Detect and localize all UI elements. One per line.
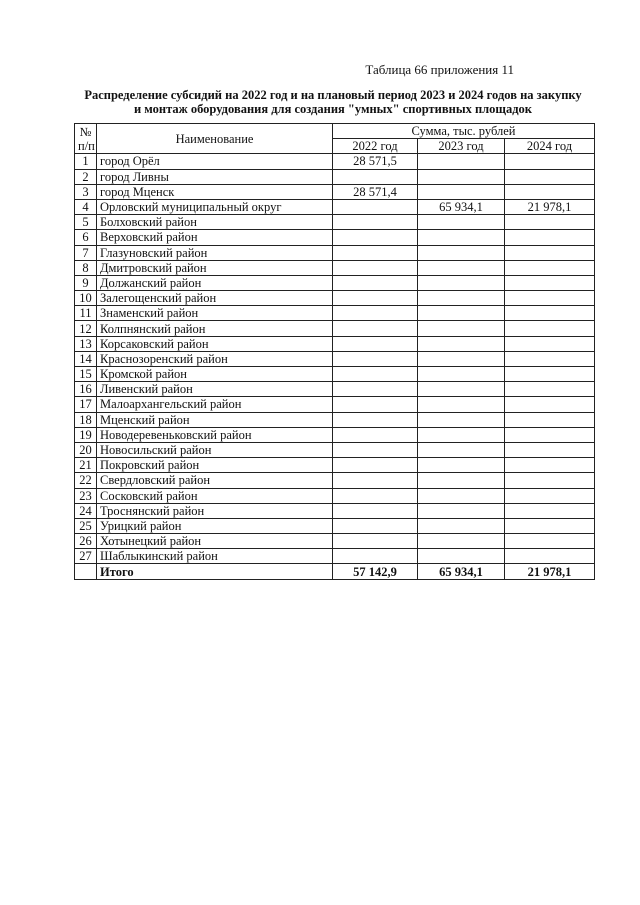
amount-2023 [418,488,505,503]
amount-2022 [333,306,418,321]
table-row [75,336,595,351]
amount-2022 [333,275,418,290]
amount-2023 [418,336,505,351]
header-year-2023: 2023 год [418,139,505,154]
amount-2024: 21 978,1 [505,199,595,214]
municipality-name: Хотынецкий район [97,534,333,549]
amount-2024 [505,230,595,245]
amount-2024 [505,503,595,518]
municipality-name: Залегощенский район [97,291,333,306]
amount-2022 [333,169,418,184]
row-number: 9 [75,275,97,290]
municipality-name: Орловский муниципальный округ [97,199,333,214]
amount-2024 [505,488,595,503]
amount-2024 [505,215,595,230]
municipality-name: Урицкий район [97,518,333,533]
amount-2023 [418,321,505,336]
table-row [75,321,595,336]
amount-2022 [333,215,418,230]
table-row [75,458,595,473]
municipality-name: город Ливны [97,169,333,184]
amount-2022 [333,336,418,351]
table-row [75,215,595,230]
amount-2023 [418,518,505,533]
municipality-name: Новодеревеньковский район [97,427,333,442]
amount-2023 [418,473,505,488]
municipality-name: Верховский район [97,230,333,245]
amount-2023 [418,397,505,412]
amount-2024 [505,321,595,336]
amount-2023 [418,230,505,245]
table-row [75,245,595,260]
row-number: 8 [75,260,97,275]
row-number: 16 [75,382,97,397]
amount-2023 [418,442,505,457]
total-2022: 57 142,9 [333,564,418,580]
amount-2023 [418,503,505,518]
table-row [75,184,595,199]
total-label: Итого [97,564,333,580]
table-row [75,442,595,457]
amount-2022 [333,351,418,366]
municipality-name: Знаменский район [97,306,333,321]
amount-2024 [505,534,595,549]
total-row [75,564,595,580]
amount-2023 [418,306,505,321]
title-line-2: и монтаж оборудования для создания "умных" спортивных площадок [133,102,532,116]
amount-2023 [418,458,505,473]
total-num-cell [75,564,97,580]
municipality-name: Глазуновский район [97,245,333,260]
amount-2022 [333,473,418,488]
amount-2024 [505,473,595,488]
table-row [75,260,595,275]
table-row [75,154,595,169]
municipality-name: Свердловский район [97,473,333,488]
header-sum: Сумма, тыс. рублей [333,124,595,139]
amount-2024 [505,397,595,412]
row-number: 27 [75,549,97,564]
header-year-2022: 2022 год [333,139,418,154]
amount-2022 [333,245,418,260]
total-2024: 21 978,1 [505,564,595,580]
amount-2023 [418,245,505,260]
amount-2023 [418,412,505,427]
amount-2024 [505,458,595,473]
table-row [75,306,595,321]
row-number: 6 [75,230,97,245]
row-number: 19 [75,427,97,442]
row-number: 17 [75,397,97,412]
document-title [76,88,590,116]
table-row [75,291,595,306]
amount-2022 [333,199,418,214]
amount-2024 [505,351,595,366]
municipality-name: Шаблыкинский район [97,549,333,564]
row-number: 14 [75,351,97,366]
table-row [75,397,595,412]
amount-2022 [333,458,418,473]
amount-2023 [418,382,505,397]
amount-2022 [333,230,418,245]
table-row [75,549,595,564]
amount-2022 [333,260,418,275]
municipality-name: Кромской район [97,367,333,382]
amount-2023 [418,215,505,230]
row-number: 26 [75,534,97,549]
amount-2024 [505,412,595,427]
row-number: 13 [75,336,97,351]
row-number: 3 [75,184,97,199]
row-number: 21 [75,458,97,473]
table-row [75,412,595,427]
amount-2024 [505,275,595,290]
row-number: 4 [75,199,97,214]
table-row [75,427,595,442]
table-row [75,199,595,214]
amount-2022 [333,427,418,442]
row-number: 20 [75,442,97,457]
table-row [75,518,595,533]
municipality-name: Колпнянский район [97,321,333,336]
subsidy-table [74,123,595,580]
header-year-2024: 2024 год [505,139,595,154]
row-number: 7 [75,245,97,260]
row-number: 1 [75,154,97,169]
amount-2022 [333,321,418,336]
row-number: 23 [75,488,97,503]
table-row [75,230,595,245]
municipality-name: Сосковский район [97,488,333,503]
table-row [75,503,595,518]
table-row [75,473,595,488]
municipality-name: Должанский район [97,275,333,290]
municipality-name: Мценский район [97,412,333,427]
amount-2024 [505,518,595,533]
row-number: 24 [75,503,97,518]
amount-2022 [333,397,418,412]
row-number: 12 [75,321,97,336]
municipality-name: Троснянский район [97,503,333,518]
amount-2023 [418,367,505,382]
municipality-name: Болховский район [97,215,333,230]
row-number: 22 [75,473,97,488]
municipality-name: город Орёл [97,154,333,169]
amount-2024 [505,382,595,397]
table-header [75,124,595,154]
municipality-name: Краснозоренский район [97,351,333,366]
amount-2024 [505,336,595,351]
header-number-line1: № [79,124,92,139]
amount-2024 [505,169,595,184]
amount-2022 [333,442,418,457]
amount-2024 [505,260,595,275]
amount-2023 [418,184,505,199]
amount-2024 [505,154,595,169]
row-number: 25 [75,518,97,533]
amount-2022 [333,503,418,518]
table-row [75,169,595,184]
amount-2022 [333,488,418,503]
table-row [75,488,595,503]
amount-2023 [418,275,505,290]
row-number: 2 [75,169,97,184]
header-number-line2: п/п [78,138,95,153]
table-caption: Таблица 66 приложения 11 [365,62,514,77]
municipality-name: Корсаковский район [97,336,333,351]
table-row [75,275,595,290]
amount-2022 [333,382,418,397]
total-2023: 65 934,1 [418,564,505,580]
amount-2024 [505,367,595,382]
amount-2022 [333,518,418,533]
municipality-name: город Мценск [97,184,333,199]
municipality-name: Ливенский район [97,382,333,397]
amount-2023 [418,549,505,564]
amount-2023 [418,427,505,442]
table-row [75,382,595,397]
municipality-name: Малоархангельский район [97,397,333,412]
row-number: 15 [75,367,97,382]
amount-2022: 28 571,5 [333,154,418,169]
table-row [75,351,595,366]
amount-2024 [505,245,595,260]
municipality-name: Покровский район [97,458,333,473]
amount-2023 [418,291,505,306]
row-number: 18 [75,412,97,427]
title-line-1: Распределение субсидий на 2022 год и на плановый период 2023 и 2024 годов на закупку [84,88,582,102]
amount-2024 [505,427,595,442]
amount-2024 [505,549,595,564]
amount-2023 [418,260,505,275]
header-name: Наименование [97,124,333,154]
header-number [75,124,97,154]
municipality-name: Новосильский район [97,442,333,457]
amount-2022 [333,412,418,427]
municipality-name: Дмитровский район [97,260,333,275]
amount-2024 [505,291,595,306]
amount-2022 [333,534,418,549]
amount-2022: 28 571,4 [333,184,418,199]
row-number: 5 [75,215,97,230]
amount-2022 [333,549,418,564]
amount-2024 [505,442,595,457]
table-body [75,154,595,564]
amount-2024 [505,306,595,321]
amount-2023 [418,169,505,184]
table-row [75,367,595,382]
row-number: 11 [75,306,97,321]
amount-2023 [418,351,505,366]
table-row [75,534,595,549]
amount-2024 [505,184,595,199]
amount-2023: 65 934,1 [418,199,505,214]
amount-2023 [418,154,505,169]
amount-2023 [418,534,505,549]
row-number: 10 [75,291,97,306]
amount-2022 [333,367,418,382]
amount-2022 [333,291,418,306]
